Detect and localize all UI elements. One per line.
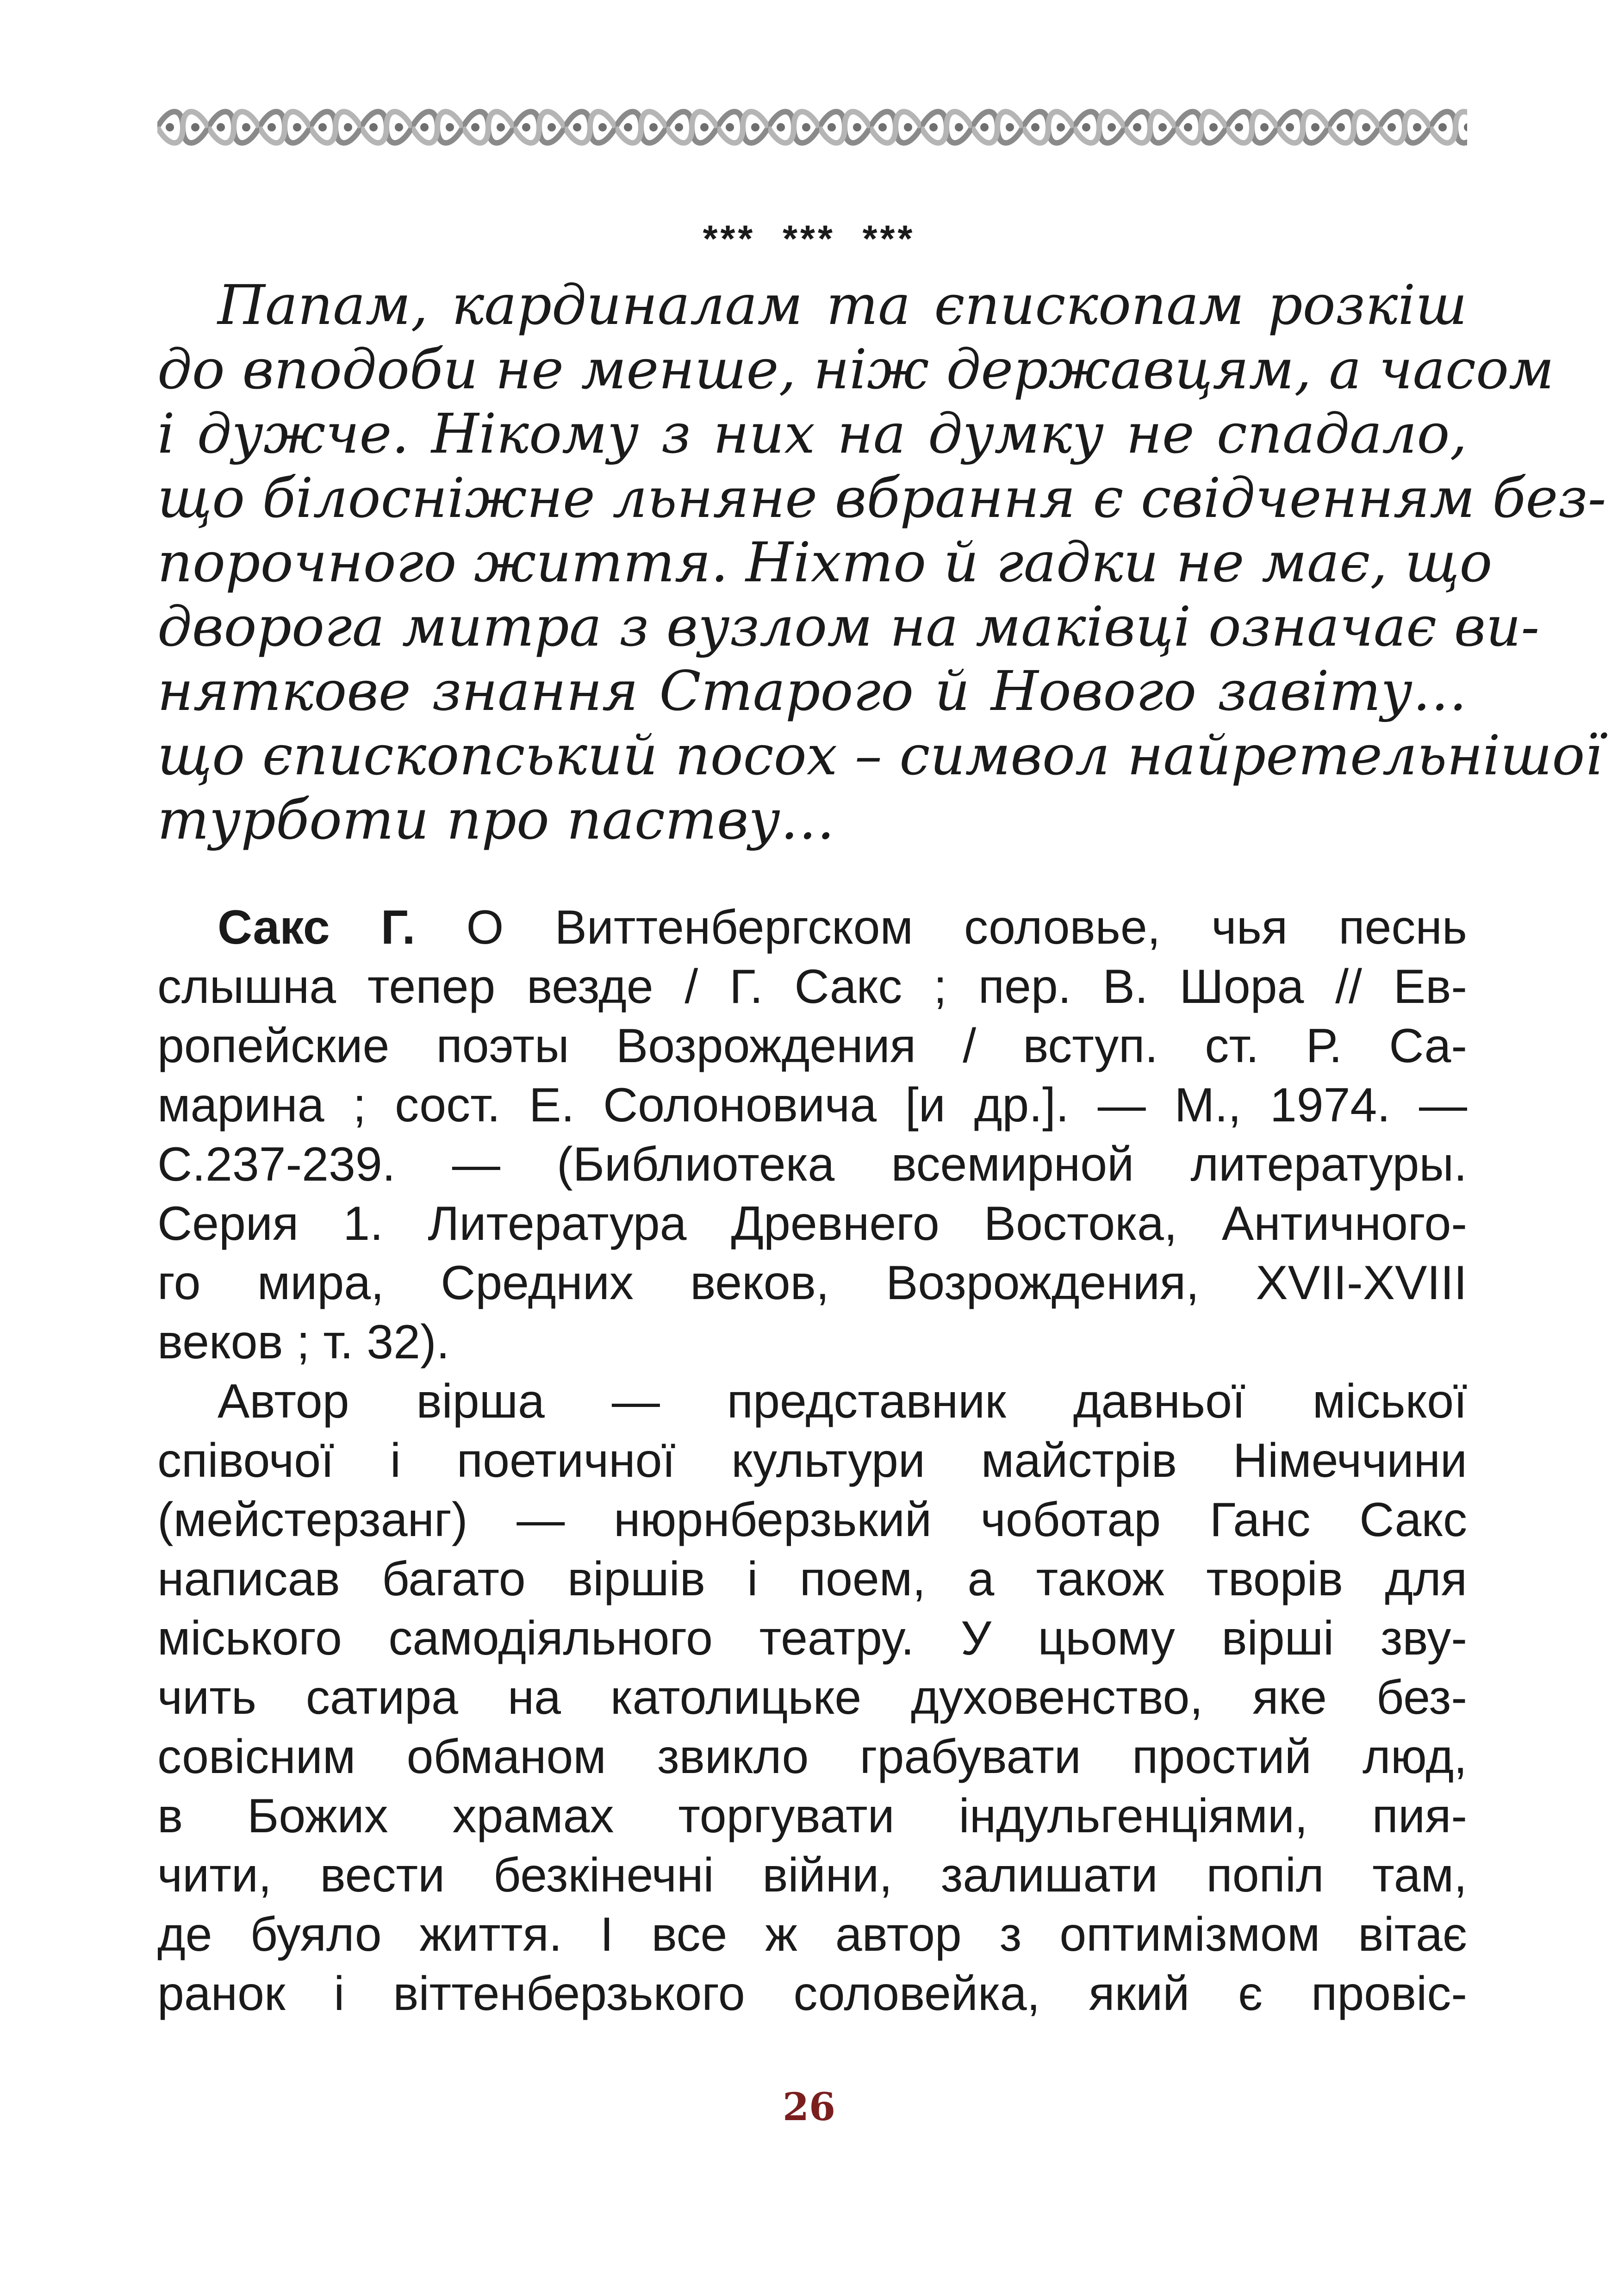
paragraph-line: совісним обманом звикло грабувати простий люд,	[157, 1730, 1467, 1784]
epigraph-line: до вподоби не менше, ніж державцям, а часом	[157, 337, 1554, 401]
epigraph-quote	[157, 273, 1606, 852]
paragraph-line: (мейстерзанг) — нюрнберзький чоботар Ганс Сакс	[157, 1493, 1467, 1547]
page-number: 26	[782, 2085, 836, 2129]
paragraph-line: чити, вести безкінечні війни, залишати попіл там,	[157, 1848, 1467, 1902]
main-text	[157, 898, 1467, 2023]
paragraph-line: де буяло життя. І все ж автор з оптимізмом вітає	[157, 1908, 1467, 1961]
epigraph-line: порочного життя. Ніхто й гадки не має, що	[157, 530, 1493, 594]
citation-line: марина ; сост. Е. Солоновича [и др.]. — М., 1974. —	[157, 1078, 1467, 1132]
commentary-paragraph	[157, 1372, 1467, 2023]
bibliographic-citation	[157, 898, 1467, 1372]
paragraph-line: Автор вірша — представник давньої міської	[218, 1375, 1467, 1428]
braid-ornament-icon	[157, 102, 1467, 153]
paragraph-line: в Божих храмах торгувати індульгенціями, пия-	[157, 1789, 1467, 1843]
citation-line: го мира, Средних веков, Возрождения, XVII-XVIII	[157, 1256, 1467, 1310]
citation-line: С.237-239. — (Библиотека всемирной литературы.	[157, 1138, 1467, 1191]
paragraph-line: чить сатира на католицьке духовенство, яке без-	[157, 1671, 1467, 1724]
paragraph-line: написав багато віршів і поем, а також творів для	[157, 1552, 1467, 1606]
paragraph-line: співочої і поетичної культури майстрів Німеччини	[157, 1434, 1467, 1487]
citation-line: Серия 1. Литература Древнего Востока, Античного-	[157, 1197, 1467, 1251]
decorative-border-ornament	[157, 102, 1467, 153]
epigraph-line: няткове знання Старого й Нового завіту…	[157, 659, 1467, 723]
citation-author: Сакс Г.	[218, 901, 416, 954]
section-separator: *** *** ***	[703, 218, 915, 260]
epigraph-line: Папам, кардиналам та єпископам розкіш	[218, 273, 1467, 337]
epigraph-line: що єпископський посох – символ найретельнішої	[157, 723, 1603, 787]
citation-line: О Виттенбергском соловье, чья песнь	[415, 901, 1467, 954]
citation-line: веков ; т. 32).	[157, 1315, 450, 1369]
citation-line: ропейские поэты Возрождения / вступ. ст. Р. Са-	[157, 1019, 1467, 1073]
paragraph-line: міського самодіяльного театру. У цьому вірші зву-	[157, 1612, 1467, 1665]
epigraph-line: що білосніжне льняне вбрання є свідченням без-	[157, 466, 1606, 530]
epigraph-line: дворога митра з вузлом на маківці означає ви-	[157, 595, 1540, 659]
citation-first-line	[157, 898, 1467, 957]
paragraph-line: ранок і віттенберзького соловейка, який є провіс-	[157, 1967, 1467, 2021]
epigraph-line: і дужче. Нікому з них на думку не спадало,	[157, 402, 1467, 466]
epigraph-line: турботи про паству…	[157, 788, 835, 852]
citation-line: слышна тепер везде / Г. Сакс ; пер. В. Шора // Ев-	[157, 960, 1467, 1014]
